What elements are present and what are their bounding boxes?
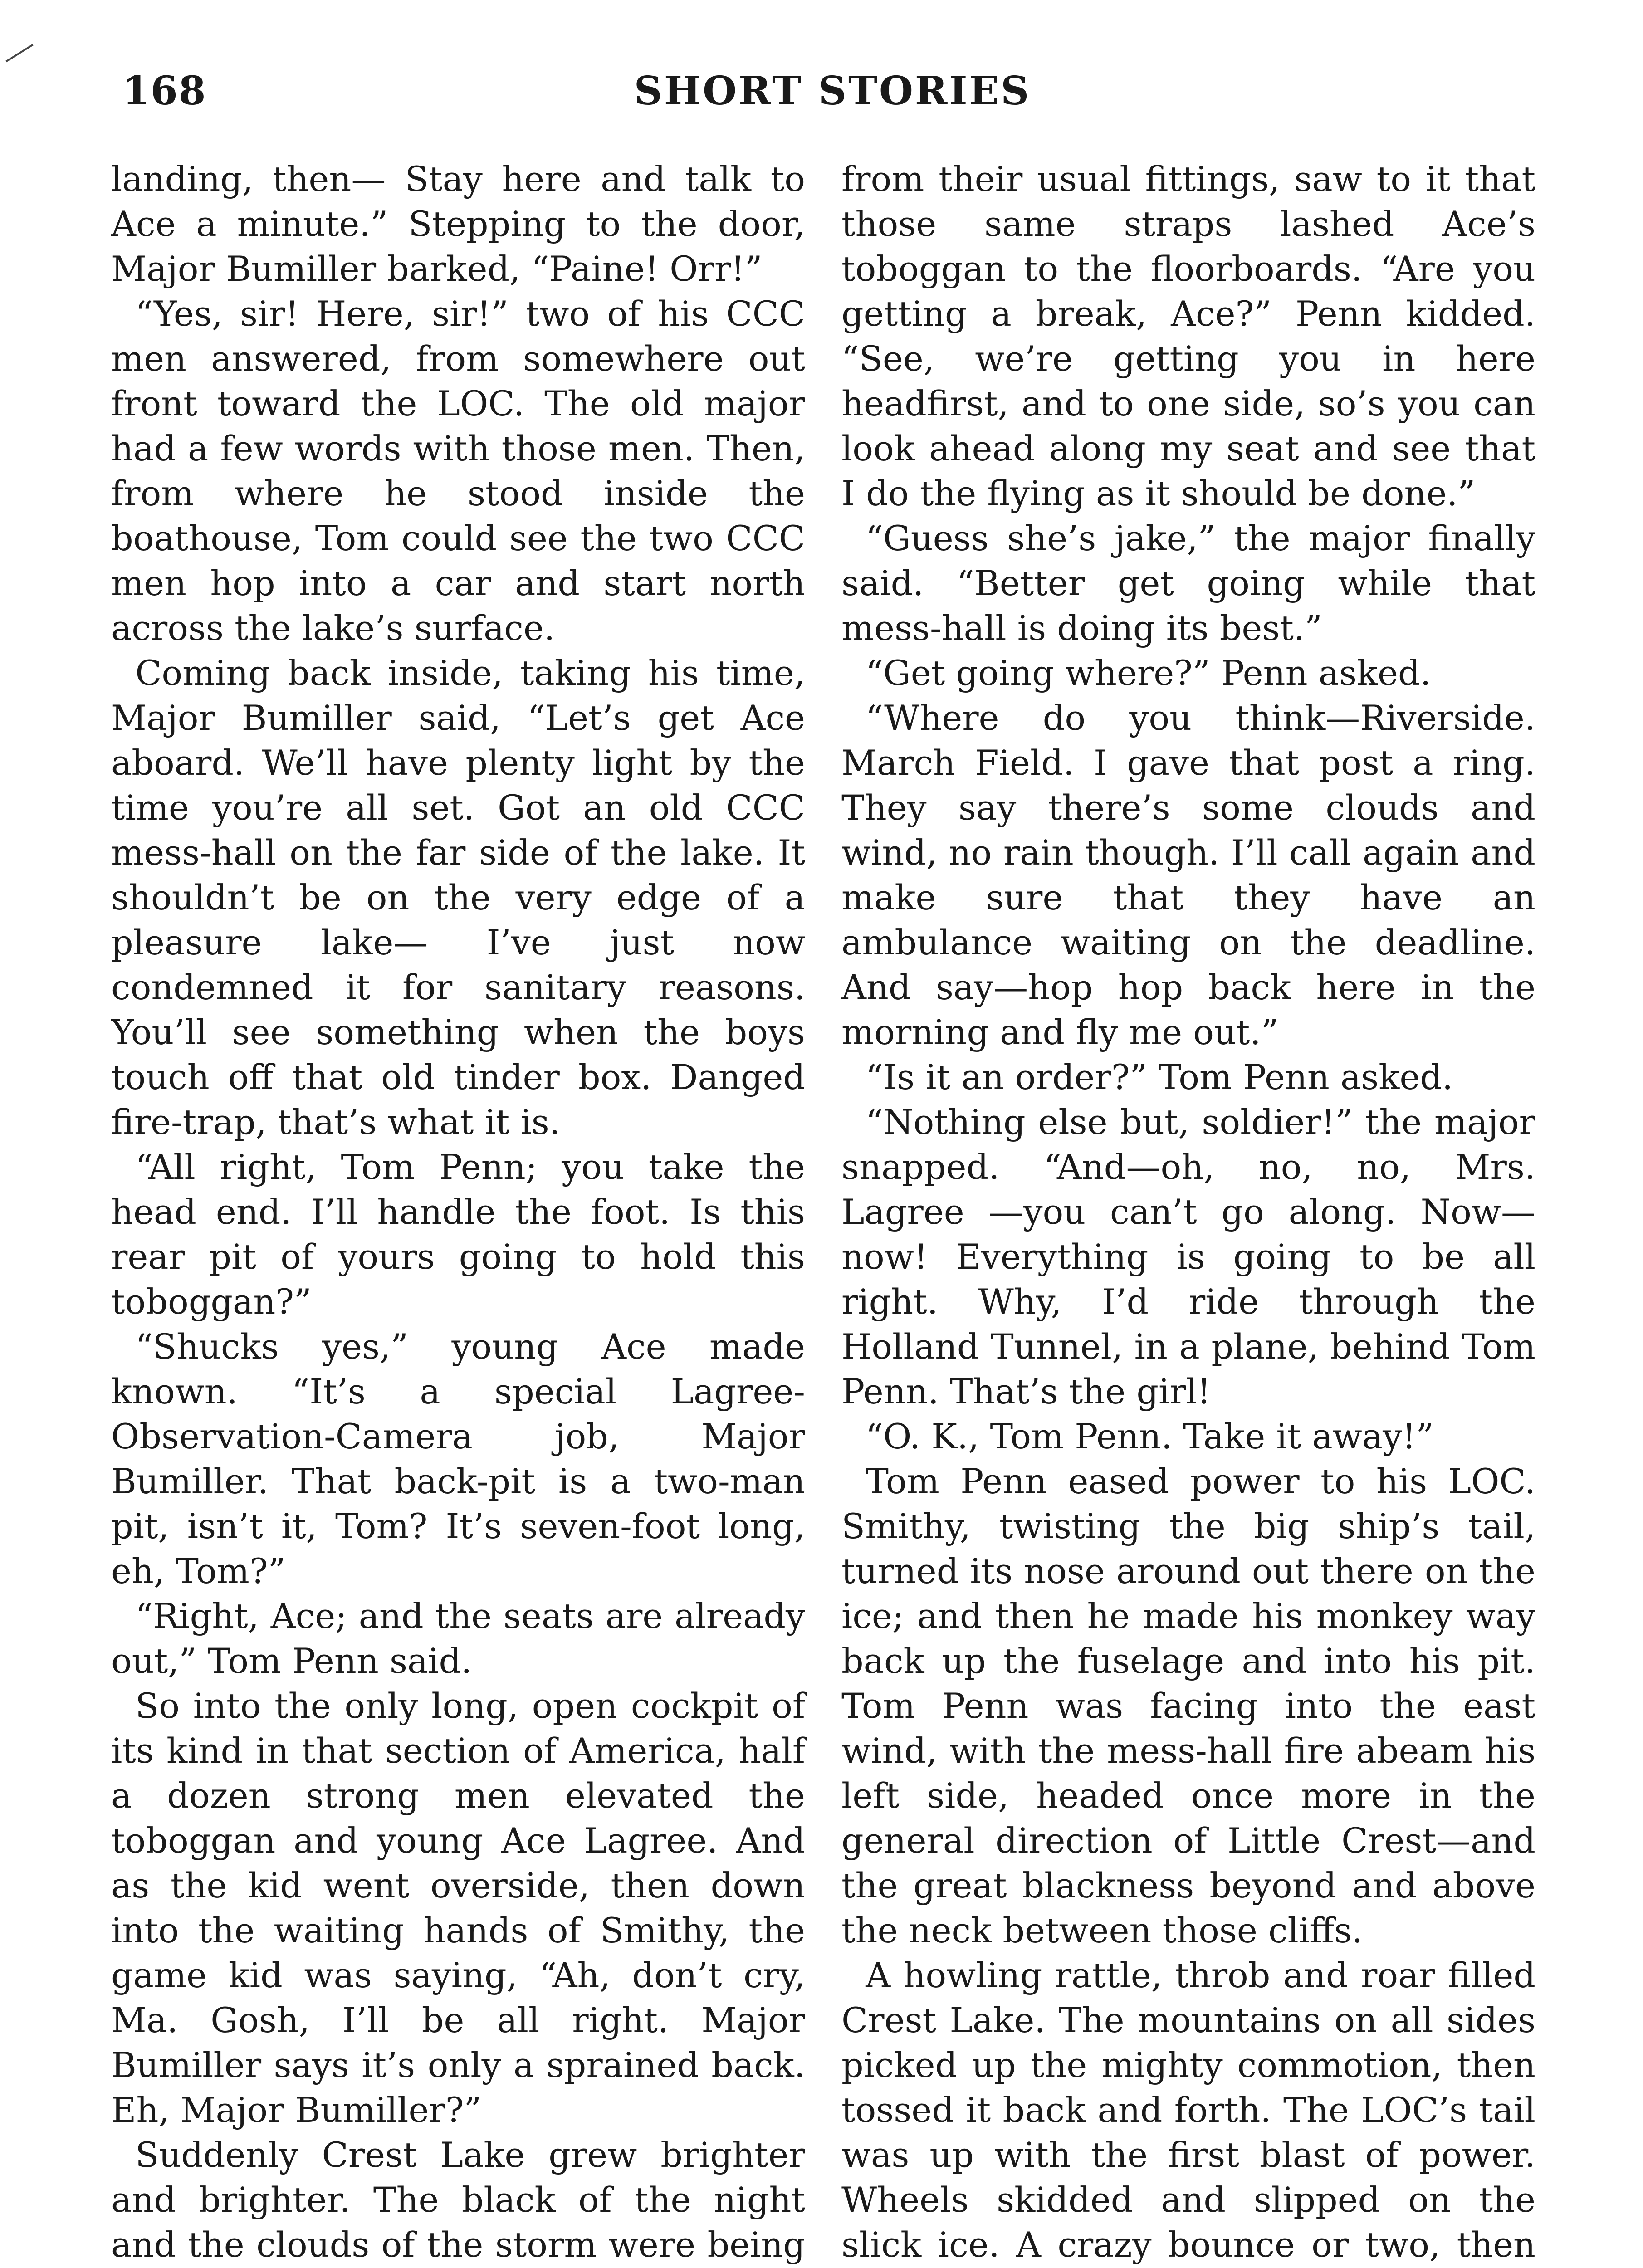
page-header — [122, 68, 1542, 127]
running-title: SHORT STORIES — [634, 68, 1031, 114]
paragraph: A howling rattle, throb and roar filled Crest Lake. The mountains on all sides picked up the mighty commotion, then tossed it back and forth. The LOC’s tail was up with the first blast of power. Wheels skidded and slipped on the slick ice. A crazy bounce or two, then — [841, 1955, 1535, 2265]
paragraph: “Get going where?” Penn asked. — [866, 653, 1431, 693]
scan-artifact-mark — [5, 44, 33, 62]
paragraph: from their usual fittings, saw to it that those same straps lashed Ace’s toboggan to the floorboards. “Are you getting a break, Ace?” Penn kidded. “See, we’re getting you in here headfirst, and to one side, so’s you can look ahead along my seat and see that I do the flying as it should be done.” — [841, 159, 1535, 513]
paragraph: So into the only long, open cockpit of its kind in that section of America, half a dozen strong men elevated the toboggan and young Ace Lagree. And as the kid went overside, then down into the waiting hands of Smithy, the game kid was saying, “Ah, don’t cry, Ma. Gosh, I’ll be all right. Major Bumiller says it’s only a sprained back. Eh, Major Bumiller?” — [111, 1686, 805, 2130]
paragraph: “Shucks yes,” young Ace made known. “It’s a special Lagree-Observation-Camera job, Major Bumiller. That back-pit is a two-man pit, isn’t it, Tom? It’s seven-foot long, eh, Tom?” — [111, 1326, 805, 1591]
paragraph: “Where do you think—Riverside. March Field. I gave that post a ring. They say there’s some clouds and wind, no rain though. I’ll call again and make sure that they have an ambulance waiting on the deadline. And say—hop hop back here in the morning and fly me out.” — [841, 698, 1535, 1052]
right-text-column — [841, 156, 1535, 2268]
paragraph: “Right, Ace; and the seats are already out,” Tom Penn said. — [111, 1596, 805, 1681]
paragraph: Tom Penn eased power to his LOC. Smithy, twisting the big ship’s tail, turned its nose around out there on the ice; and then he made his monkey way back up the fuselage and into his pit. Tom Penn was facing into the east wind, with the mess-hall fire abeam his left side, headed once more in the general direction of Little Crest—and the great blackness beyond and above the neck between those cliffs. — [841, 1461, 1535, 1950]
paragraph: Suddenly Crest Lake grew brighter and brighter. The black of the night and the clouds of the storm were being — [111, 2135, 805, 2265]
paragraph: “Guess she’s jake,” the major finally said. “Better get going while that mess-hall is doing its best.” — [841, 518, 1535, 648]
paragraph: “O. K., Tom Penn. Take it away!” — [866, 1416, 1434, 1457]
paragraph: “Nothing else but, soldier!” the major snapped. “And—oh, no, no, Mrs. Lagree —you can’t go along. Now—now! Everything is going to be all right. Why, I’d ride through the Holland Tunnel, in a plane, behind Tom Penn. That’s the girl! — [841, 1102, 1535, 1412]
paragraph: “All right, Tom Penn; you take the head end. I’ll handle the foot. Is this rear pit of yours going to hold this toboggan?” — [111, 1147, 805, 1322]
left-text-column — [111, 156, 805, 2268]
paragraph: “Is it an order?” Tom Penn asked. — [866, 1057, 1453, 1097]
paragraph: landing, then— Stay here and talk to Ace a minute.” Stepping to the door, Major Bumiller barked, “Paine! Orr!” — [111, 159, 805, 289]
page-number: 168 — [122, 68, 207, 114]
paragraph: Coming back inside, taking his time, Major Bumiller said, “Let’s get Ace aboard. We’ll have plenty light by the time you’re all set. Got an old CCC mess-hall on the far side of the lake. It shouldn’t be on the very edge of a pleasure lake— I’ve just now condemned it for sanitary reasons. You’ll see something when the boys touch off that old tinder box. Danged fire-trap, that’s what it is. — [111, 653, 805, 1142]
paragraph: “Yes, sir! Here, sir!” two of his CCC men answered, from somewhere out front toward the LOC. The old major had a few words with those men. Then, from where he stood inside the boathouse, Tom could see the two CCC men hop into a car and start north across the lake’s surface. — [111, 293, 805, 648]
